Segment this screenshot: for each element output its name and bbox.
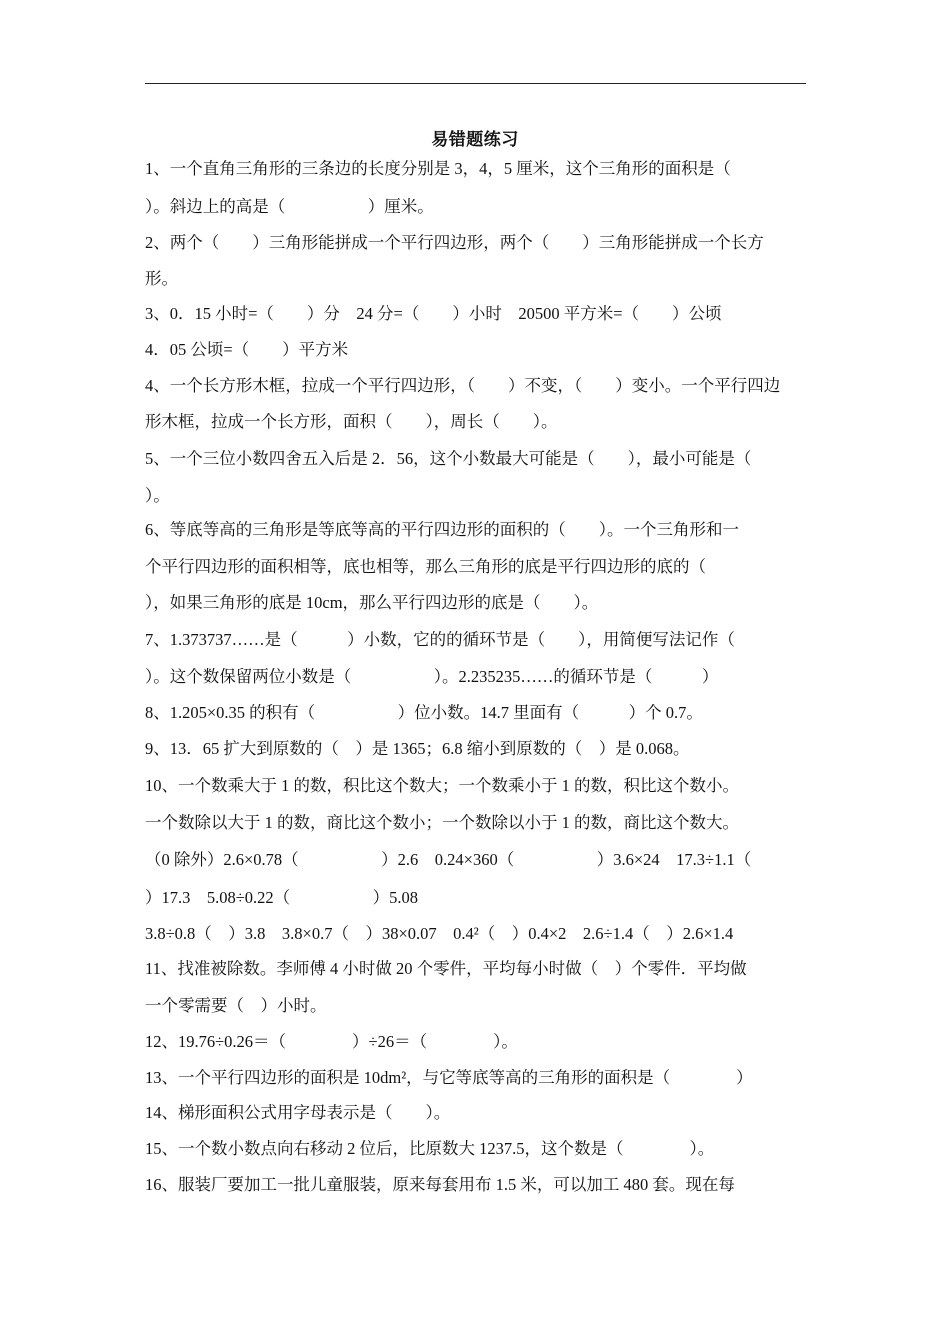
text-line: ），如果三角形的底是 10cm，那么平行四边形的底是（ ）。 (145, 593, 599, 612)
text-line: 形木框，拉成一个长方形，面积（ ），周长（ ）。 (145, 412, 558, 431)
text-line: 7、1.373737……是（ ）小数，它的的循环节是（ ），用简便写法记作（ (145, 630, 735, 649)
text-line: 形。 (145, 269, 178, 288)
page-title: 易错题练习 (431, 130, 519, 149)
text-line: 2、两个（ ）三角形能拼成一个平行四边形，两个（ ）三角形能拼成一个长方 (145, 233, 764, 252)
text-line: 一个零需要（ ）小时。 (145, 996, 327, 1015)
text-line: 16、服装厂要加工一批儿童服装，原来每套用布 1.5 米，可以加工 480 套。现在每 (145, 1175, 735, 1194)
text-line: 4、一个长方形木框，拉成一个平行四边形，（ ）不变，（ ）变小。一个平行四边 (145, 376, 781, 395)
text-line: 5、一个三位小数四舍五入后是 2．56，这个小数最大可能是（ ），最小可能是（ (145, 449, 752, 468)
text-line: 一个数除以大于 1 的数，商比这个数小；一个数除以小于 1 的数，商比这个数大。 (145, 813, 739, 832)
text-line: 4．05 公顷=（ ）平方米 (145, 340, 349, 359)
text-line: ）。 (145, 486, 170, 505)
text-line: ）。这个数保留两位小数是（ ）。2.235235……的循环节是（ ） (145, 667, 719, 686)
text-line: 9、13．65 扩大到原数的（ ）是 1365；6.8 缩小到原数的（ ）是 0.068。 (145, 739, 690, 758)
text-line: 13、一个平行四边形的面积是 10dm²，与它等底等高的三角形的面积是（ ） (145, 1068, 753, 1087)
text-line: 12、19.76÷0.26＝（ ）÷26＝（ ）。 (145, 1032, 518, 1051)
text-line: 1、一个直角三角形的三条边的长度分别是 3，4，5 厘米，这个三角形的面积是（ (145, 159, 731, 178)
text-line: ）。斜边上的高是（ ）厘米。 (145, 197, 434, 216)
text-line: 10、一个数乘大于 1 的数，积比这个数大；一个数乘小于 1 的数，积比这个数小。 (145, 776, 739, 795)
text-line: （0 除外）2.6×0.78（ ）2.6 0.24×360（ ）3.6×24 17.3÷1.1（ (145, 850, 752, 869)
text-line: 3、0．15 小时=（ ）分 24 分=（ ）小时 20500 平方米=（ ）公顷 (145, 304, 722, 323)
text-line: 11、找准被除数。李师傅 4 小时做 20 个零件，平均每小时做（ ）个零件．平均做 (145, 959, 747, 978)
text-line: 14、梯形面积公式用字母表示是（ ）。 (145, 1103, 451, 1122)
text-line: 15、一个数小数点向右移动 2 位后，比原数大 1237.5，这个数是（ ）。 (145, 1139, 715, 1158)
header-rule (145, 83, 806, 84)
text-line: 个平行四边形的面积相等，底也相等，那么三角形的底是平行四边形的底的（ (145, 557, 706, 576)
text-line: ）17.3 5.08÷0.22（ ）5.08 (145, 888, 419, 907)
text-line: 6、等底等高的三角形是等底等高的平行四边形的面积的（ ）。一个三角形和一 (145, 520, 739, 539)
text-line: 3.8÷0.8（ ）3.8 3.8×0.7（ ）38×0.07 0.4²（ ）0.4×2 2.6÷1.4（ ）2.6×1.4 (145, 924, 734, 943)
text-line: 8、1.205×0.35 的积有（ ）位小数。14.7 里面有（ ）个 0.7。 (145, 703, 703, 722)
